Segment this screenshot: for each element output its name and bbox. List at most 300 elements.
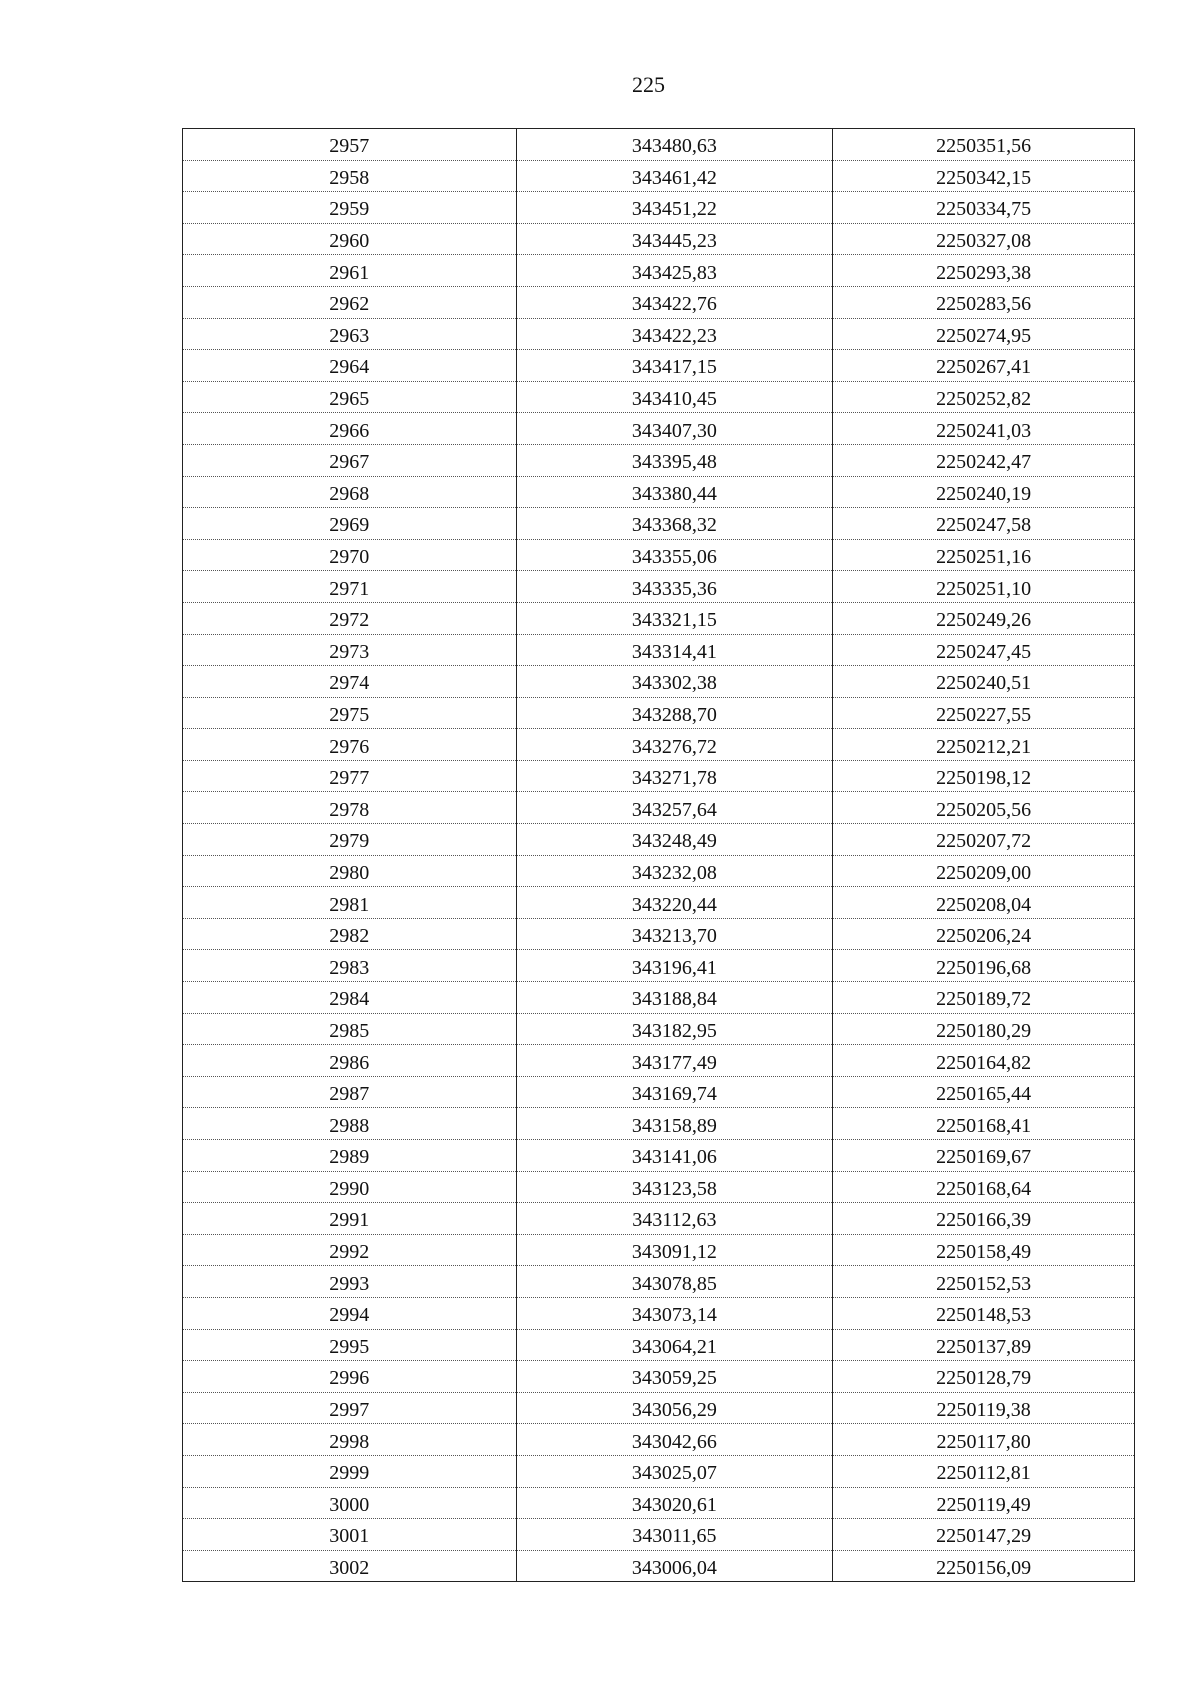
- x-coordinate-cell: [516, 444, 833, 476]
- x-coordinate-cell: [516, 160, 833, 192]
- table-row: [183, 381, 1135, 413]
- point-number-cell: [183, 1045, 517, 1077]
- point-number-value: 3001: [329, 1525, 370, 1548]
- y-coordinate-cell: [833, 666, 1135, 698]
- x-coordinate-cell: [516, 1519, 833, 1551]
- point-number-cell: [183, 476, 517, 508]
- point-number-cell: [183, 792, 517, 824]
- table-row: [183, 255, 1135, 287]
- point-number-cell: [183, 887, 517, 919]
- y-coordinate-value: 2250164,82: [936, 1051, 1032, 1074]
- x-coordinate-cell: [516, 1266, 833, 1298]
- point-number-cell: [183, 855, 517, 887]
- y-coordinate-cell: [833, 697, 1135, 729]
- point-number-value: 2976: [329, 735, 370, 758]
- point-number-cell: [183, 950, 517, 982]
- point-number-cell: [183, 381, 517, 413]
- table-row: [183, 729, 1135, 761]
- y-coordinate-value: 2250119,38: [936, 1399, 1031, 1422]
- y-coordinate-cell: [833, 824, 1135, 856]
- table-row: [183, 571, 1135, 603]
- point-number-cell: [183, 1455, 517, 1487]
- y-coordinate-value: 2250249,26: [936, 609, 1032, 632]
- x-coordinate-value: 343011,65: [632, 1525, 717, 1548]
- x-coordinate-value: 343271,78: [631, 767, 717, 790]
- y-coordinate-value: 2250208,04: [936, 893, 1032, 916]
- point-number-cell: [183, 634, 517, 666]
- y-coordinate-cell: [833, 129, 1135, 161]
- x-coordinate-cell: [516, 1297, 833, 1329]
- y-coordinate-value: 2250241,03: [936, 419, 1032, 442]
- point-number-value: 2996: [329, 1367, 370, 1390]
- y-coordinate-value: 2250274,95: [936, 324, 1032, 347]
- y-coordinate-cell: [833, 634, 1135, 666]
- x-coordinate-cell: [516, 887, 833, 919]
- point-number-cell: [183, 824, 517, 856]
- y-coordinate-value: 2250283,56: [936, 293, 1032, 316]
- x-coordinate-value: 343407,30: [631, 419, 717, 442]
- table-row: [183, 476, 1135, 508]
- x-coordinate-value: 343232,08: [631, 861, 717, 884]
- point-number-cell: [183, 318, 517, 350]
- x-coordinate-cell: [516, 855, 833, 887]
- y-coordinate-value: 2250158,49: [936, 1241, 1032, 1264]
- y-coordinate-value: 2250148,53: [936, 1304, 1032, 1327]
- x-coordinate-value: 343321,15: [631, 609, 717, 632]
- x-coordinate-value: 343220,44: [631, 893, 717, 916]
- x-coordinate-cell: [516, 539, 833, 571]
- point-number-value: 2968: [329, 482, 370, 505]
- x-coordinate-value: 343288,70: [631, 703, 717, 726]
- y-coordinate-cell: [833, 192, 1135, 224]
- y-coordinate-cell: [833, 508, 1135, 540]
- table-row: [183, 1171, 1135, 1203]
- x-coordinate-value: 343020,61: [631, 1493, 717, 1516]
- point-number-value: 2981: [329, 893, 370, 916]
- x-coordinate-cell: [516, 602, 833, 634]
- point-number-value: 2999: [329, 1462, 370, 1485]
- x-coordinate-cell: [516, 1455, 833, 1487]
- point-number-value: 2992: [329, 1241, 370, 1264]
- table-row: [183, 1424, 1135, 1456]
- coordinates-table: [182, 128, 1135, 1582]
- x-coordinate-value: 343025,07: [631, 1462, 717, 1485]
- x-coordinate-cell: [516, 571, 833, 603]
- y-coordinate-value: 2250342,15: [936, 166, 1032, 189]
- point-number-value: 2965: [329, 388, 370, 411]
- y-coordinate-cell: [833, 1266, 1135, 1298]
- y-coordinate-cell: [833, 887, 1135, 919]
- y-coordinate-cell: [833, 729, 1135, 761]
- x-coordinate-cell: [516, 1045, 833, 1077]
- point-number-value: 2961: [329, 261, 370, 284]
- point-number-value: 2959: [329, 198, 370, 221]
- x-coordinate-value: 343158,89: [631, 1114, 717, 1137]
- y-coordinate-value: 2250165,44: [936, 1083, 1032, 1106]
- point-number-cell: [183, 1297, 517, 1329]
- table-row: [183, 697, 1135, 729]
- x-coordinate-cell: [516, 1076, 833, 1108]
- x-coordinate-cell: [516, 223, 833, 255]
- point-number-cell: [183, 1203, 517, 1235]
- y-coordinate-cell: [833, 1013, 1135, 1045]
- point-number-value: 2994: [329, 1304, 370, 1327]
- y-coordinate-value: 2250240,51: [936, 672, 1032, 695]
- point-number-value: 2990: [329, 1177, 370, 1200]
- point-number-value: 2985: [329, 1019, 370, 1042]
- point-number-value: 2993: [329, 1272, 370, 1295]
- y-coordinate-value: 2250156,09: [936, 1557, 1032, 1580]
- point-number-value: 2998: [329, 1430, 370, 1453]
- y-coordinate-cell: [833, 1140, 1135, 1172]
- y-coordinate-value: 2250166,39: [936, 1209, 1032, 1232]
- y-coordinate-cell: [833, 1361, 1135, 1393]
- x-coordinate-value: 343451,22: [631, 198, 717, 221]
- y-coordinate-value: 2250227,55: [936, 703, 1032, 726]
- point-number-value: 2964: [329, 356, 370, 379]
- x-coordinate-cell: [516, 729, 833, 761]
- x-coordinate-cell: [516, 1203, 833, 1235]
- x-coordinate-value: 343368,32: [631, 514, 717, 537]
- point-number-value: 2979: [329, 830, 370, 853]
- x-coordinate-value: 343410,45: [631, 388, 717, 411]
- point-number-cell: [183, 602, 517, 634]
- y-coordinate-cell: [833, 1108, 1135, 1140]
- x-coordinate-value: 343335,36: [631, 577, 717, 600]
- x-coordinate-cell: [516, 1108, 833, 1140]
- point-number-value: 2962: [329, 293, 370, 316]
- y-coordinate-cell: [833, 760, 1135, 792]
- x-coordinate-value: 343006,04: [631, 1557, 717, 1580]
- point-number-cell: [183, 192, 517, 224]
- y-coordinate-cell: [833, 792, 1135, 824]
- table-row: [183, 160, 1135, 192]
- table-row: [183, 1297, 1135, 1329]
- x-coordinate-value: 343248,49: [631, 830, 717, 853]
- point-number-cell: [183, 666, 517, 698]
- x-coordinate-cell: [516, 1424, 833, 1456]
- point-number-value: 2988: [329, 1114, 370, 1137]
- x-coordinate-value: 343417,15: [631, 356, 717, 379]
- table-row: [183, 1519, 1135, 1551]
- point-number-value: 2970: [329, 546, 370, 569]
- point-number-value: 2989: [329, 1146, 370, 1169]
- y-coordinate-value: 2250117,80: [936, 1430, 1031, 1453]
- point-number-value: 2967: [329, 451, 370, 474]
- x-coordinate-value: 343422,23: [631, 324, 717, 347]
- x-coordinate-cell: [516, 381, 833, 413]
- x-coordinate-cell: [516, 1140, 833, 1172]
- point-number-cell: [183, 255, 517, 287]
- table-row: [183, 1140, 1135, 1172]
- table-row: [183, 286, 1135, 318]
- y-coordinate-value: 2250251,10: [936, 577, 1032, 600]
- table-row: [183, 602, 1135, 634]
- y-coordinate-cell: [833, 350, 1135, 382]
- y-coordinate-value: 2250247,45: [936, 640, 1032, 663]
- point-number-value: 2973: [329, 640, 370, 663]
- x-coordinate-value: 343169,74: [631, 1083, 717, 1106]
- y-coordinate-cell: [833, 1076, 1135, 1108]
- x-coordinate-value: 343213,70: [631, 925, 717, 948]
- x-coordinate-value: 343276,72: [631, 735, 717, 758]
- table-row: [183, 982, 1135, 1014]
- y-coordinate-cell: [833, 1519, 1135, 1551]
- point-number-cell: [183, 918, 517, 950]
- table-row: [183, 1392, 1135, 1424]
- x-coordinate-cell: [516, 318, 833, 350]
- point-number-cell: [183, 1013, 517, 1045]
- point-number-cell: [183, 697, 517, 729]
- x-coordinate-cell: [516, 1329, 833, 1361]
- x-coordinate-value: 343461,42: [631, 166, 717, 189]
- point-number-cell: [183, 508, 517, 540]
- y-coordinate-cell: [833, 318, 1135, 350]
- x-coordinate-value: 343257,64: [631, 798, 717, 821]
- y-coordinate-value: 2250240,19: [936, 482, 1032, 505]
- point-number-value: 2971: [329, 577, 370, 600]
- x-coordinate-value: 343091,12: [631, 1241, 717, 1264]
- y-coordinate-cell: [833, 286, 1135, 318]
- table-row: [183, 1455, 1135, 1487]
- table-row: [183, 1234, 1135, 1266]
- x-coordinate-value: 343188,84: [631, 988, 717, 1011]
- y-coordinate-cell: [833, 1424, 1135, 1456]
- y-coordinate-value: 2250137,89: [936, 1335, 1032, 1358]
- table-row: [183, 1076, 1135, 1108]
- x-coordinate-value: 343380,44: [631, 482, 717, 505]
- point-number-value: 2982: [329, 925, 370, 948]
- point-number-value: 2977: [329, 767, 370, 790]
- x-coordinate-value: 343064,21: [631, 1335, 717, 1358]
- y-coordinate-value: 2250251,16: [936, 546, 1032, 569]
- table-row: [183, 223, 1135, 255]
- point-number-value: 2960: [329, 230, 370, 253]
- y-coordinate-cell: [833, 539, 1135, 571]
- x-coordinate-cell: [516, 1171, 833, 1203]
- y-coordinate-cell: [833, 255, 1135, 287]
- y-coordinate-cell: [833, 223, 1135, 255]
- point-number-value: 2957: [329, 135, 370, 158]
- table-row: [183, 760, 1135, 792]
- table-row: [183, 508, 1135, 540]
- y-coordinate-value: 2250198,12: [936, 767, 1032, 790]
- point-number-cell: [183, 413, 517, 445]
- x-coordinate-value: 343302,38: [631, 672, 717, 695]
- y-coordinate-value: 2250196,68: [936, 956, 1032, 979]
- y-coordinate-cell: [833, 855, 1135, 887]
- point-number-cell: [183, 129, 517, 161]
- x-coordinate-cell: [516, 666, 833, 698]
- x-coordinate-value: 343112,63: [632, 1209, 717, 1232]
- coordinates-table-body: [183, 129, 1135, 1582]
- y-coordinate-cell: [833, 1203, 1135, 1235]
- point-number-value: 2963: [329, 324, 370, 347]
- table-row: [183, 1045, 1135, 1077]
- y-coordinate-value: 2250169,67: [936, 1146, 1032, 1169]
- x-coordinate-cell: [516, 476, 833, 508]
- table-row: [183, 318, 1135, 350]
- y-coordinate-cell: [833, 1392, 1135, 1424]
- point-number-cell: [183, 1392, 517, 1424]
- x-coordinate-value: 343042,66: [631, 1430, 717, 1453]
- point-number-cell: [183, 1329, 517, 1361]
- table-row: [183, 1329, 1135, 1361]
- x-coordinate-cell: [516, 508, 833, 540]
- table-row: [183, 666, 1135, 698]
- y-coordinate-value: 2250212,21: [936, 735, 1032, 758]
- x-coordinate-cell: [516, 982, 833, 1014]
- x-coordinate-cell: [516, 350, 833, 382]
- point-number-value: 3000: [329, 1493, 370, 1516]
- point-number-cell: [183, 1234, 517, 1266]
- point-number-cell: [183, 1519, 517, 1551]
- y-coordinate-value: 2250327,08: [936, 230, 1032, 253]
- x-coordinate-value: 343182,95: [631, 1019, 717, 1042]
- y-coordinate-value: 2250247,58: [936, 514, 1032, 537]
- point-number-value: 2975: [329, 703, 370, 726]
- x-coordinate-value: 343177,49: [631, 1051, 717, 1074]
- x-coordinate-value: 343196,41: [631, 956, 717, 979]
- y-coordinate-cell: [833, 444, 1135, 476]
- point-number-value: 2966: [329, 419, 370, 442]
- point-number-value: 2984: [329, 988, 370, 1011]
- point-number-value: 2972: [329, 609, 370, 632]
- y-coordinate-value: 2250189,72: [936, 988, 1032, 1011]
- y-coordinate-cell: [833, 1045, 1135, 1077]
- table-row: [183, 444, 1135, 476]
- x-coordinate-cell: [516, 1361, 833, 1393]
- point-number-cell: [183, 1108, 517, 1140]
- y-coordinate-cell: [833, 982, 1135, 1014]
- table-row: [183, 413, 1135, 445]
- y-coordinate-cell: [833, 1487, 1135, 1519]
- point-number-cell: [183, 1266, 517, 1298]
- y-coordinate-value: 2250334,75: [936, 198, 1032, 221]
- point-number-value: 2974: [329, 672, 370, 695]
- point-number-value: 2983: [329, 956, 370, 979]
- y-coordinate-value: 2250119,49: [936, 1493, 1031, 1516]
- point-number-cell: [183, 982, 517, 1014]
- x-coordinate-value: 343141,06: [631, 1146, 717, 1169]
- point-number-cell: [183, 571, 517, 603]
- x-coordinate-value: 343425,83: [631, 261, 717, 284]
- point-number-cell: [183, 760, 517, 792]
- table-row: [183, 1013, 1135, 1045]
- x-coordinate-cell: [516, 129, 833, 161]
- table-row: [183, 539, 1135, 571]
- x-coordinate-value: 343355,06: [631, 546, 717, 569]
- table-row: [183, 1487, 1135, 1519]
- x-coordinate-value: 343395,48: [631, 451, 717, 474]
- x-coordinate-cell: [516, 1487, 833, 1519]
- x-coordinate-value: 343480,63: [631, 135, 717, 158]
- x-coordinate-cell: [516, 1013, 833, 1045]
- point-number-cell: [183, 1076, 517, 1108]
- x-coordinate-cell: [516, 255, 833, 287]
- y-coordinate-cell: [833, 1550, 1135, 1582]
- y-coordinate-cell: [833, 1297, 1135, 1329]
- y-coordinate-cell: [833, 1234, 1135, 1266]
- y-coordinate-value: 2250252,82: [936, 388, 1032, 411]
- point-number-cell: [183, 1140, 517, 1172]
- x-coordinate-cell: [516, 950, 833, 982]
- y-coordinate-cell: [833, 571, 1135, 603]
- point-number-cell: [183, 350, 517, 382]
- y-coordinate-value: 2250168,41: [936, 1114, 1032, 1137]
- point-number-cell: [183, 729, 517, 761]
- table-row: [183, 792, 1135, 824]
- x-coordinate-value: 343056,29: [631, 1399, 717, 1422]
- point-number-cell: [183, 1361, 517, 1393]
- y-coordinate-value: 2250293,38: [936, 261, 1032, 284]
- y-coordinate-cell: [833, 160, 1135, 192]
- x-coordinate-cell: [516, 286, 833, 318]
- x-coordinate-value: 343123,58: [631, 1177, 717, 1200]
- y-coordinate-value: 2250147,29: [936, 1525, 1032, 1548]
- table-row: [183, 950, 1135, 982]
- x-coordinate-cell: [516, 1234, 833, 1266]
- point-number-cell: [183, 539, 517, 571]
- y-coordinate-cell: [833, 602, 1135, 634]
- point-number-cell: [183, 223, 517, 255]
- point-number-cell: [183, 1171, 517, 1203]
- x-coordinate-cell: [516, 1550, 833, 1582]
- table-row: [183, 129, 1135, 161]
- x-coordinate-cell: [516, 760, 833, 792]
- table-row: [183, 350, 1135, 382]
- table-row: [183, 634, 1135, 666]
- y-coordinate-value: 2250242,47: [936, 451, 1032, 474]
- point-number-cell: [183, 444, 517, 476]
- table-row: [183, 192, 1135, 224]
- y-coordinate-cell: [833, 918, 1135, 950]
- point-number-cell: [183, 1550, 517, 1582]
- point-number-value: 3002: [329, 1557, 370, 1580]
- point-number-cell: [183, 160, 517, 192]
- table-row: [183, 1361, 1135, 1393]
- table-row: [183, 887, 1135, 919]
- y-coordinate-cell: [833, 413, 1135, 445]
- x-coordinate-value: 343078,85: [631, 1272, 717, 1295]
- x-coordinate-cell: [516, 792, 833, 824]
- y-coordinate-value: 2250209,00: [936, 861, 1032, 884]
- point-number-value: 2987: [329, 1083, 370, 1106]
- point-number-value: 2980: [329, 861, 370, 884]
- point-number-cell: [183, 1424, 517, 1456]
- x-coordinate-value: 343314,41: [631, 640, 717, 663]
- point-number-value: 2986: [329, 1051, 370, 1074]
- point-number-value: 2991: [329, 1209, 370, 1232]
- x-coordinate-cell: [516, 697, 833, 729]
- y-coordinate-cell: [833, 950, 1135, 982]
- table-row: [183, 1203, 1135, 1235]
- y-coordinate-value: 2250112,81: [936, 1462, 1031, 1485]
- x-coordinate-cell: [516, 413, 833, 445]
- y-coordinate-cell: [833, 381, 1135, 413]
- x-coordinate-value: 343445,23: [631, 230, 717, 253]
- x-coordinate-cell: [516, 192, 833, 224]
- point-number-value: 2969: [329, 514, 370, 537]
- x-coordinate-cell: [516, 918, 833, 950]
- x-coordinate-cell: [516, 634, 833, 666]
- table-row: [183, 918, 1135, 950]
- x-coordinate-value: 343422,76: [631, 293, 717, 316]
- y-coordinate-value: 2250128,79: [936, 1367, 1032, 1390]
- point-number-value: 2997: [329, 1399, 370, 1422]
- y-coordinate-value: 2250207,72: [936, 830, 1032, 853]
- table-row: [183, 1550, 1135, 1582]
